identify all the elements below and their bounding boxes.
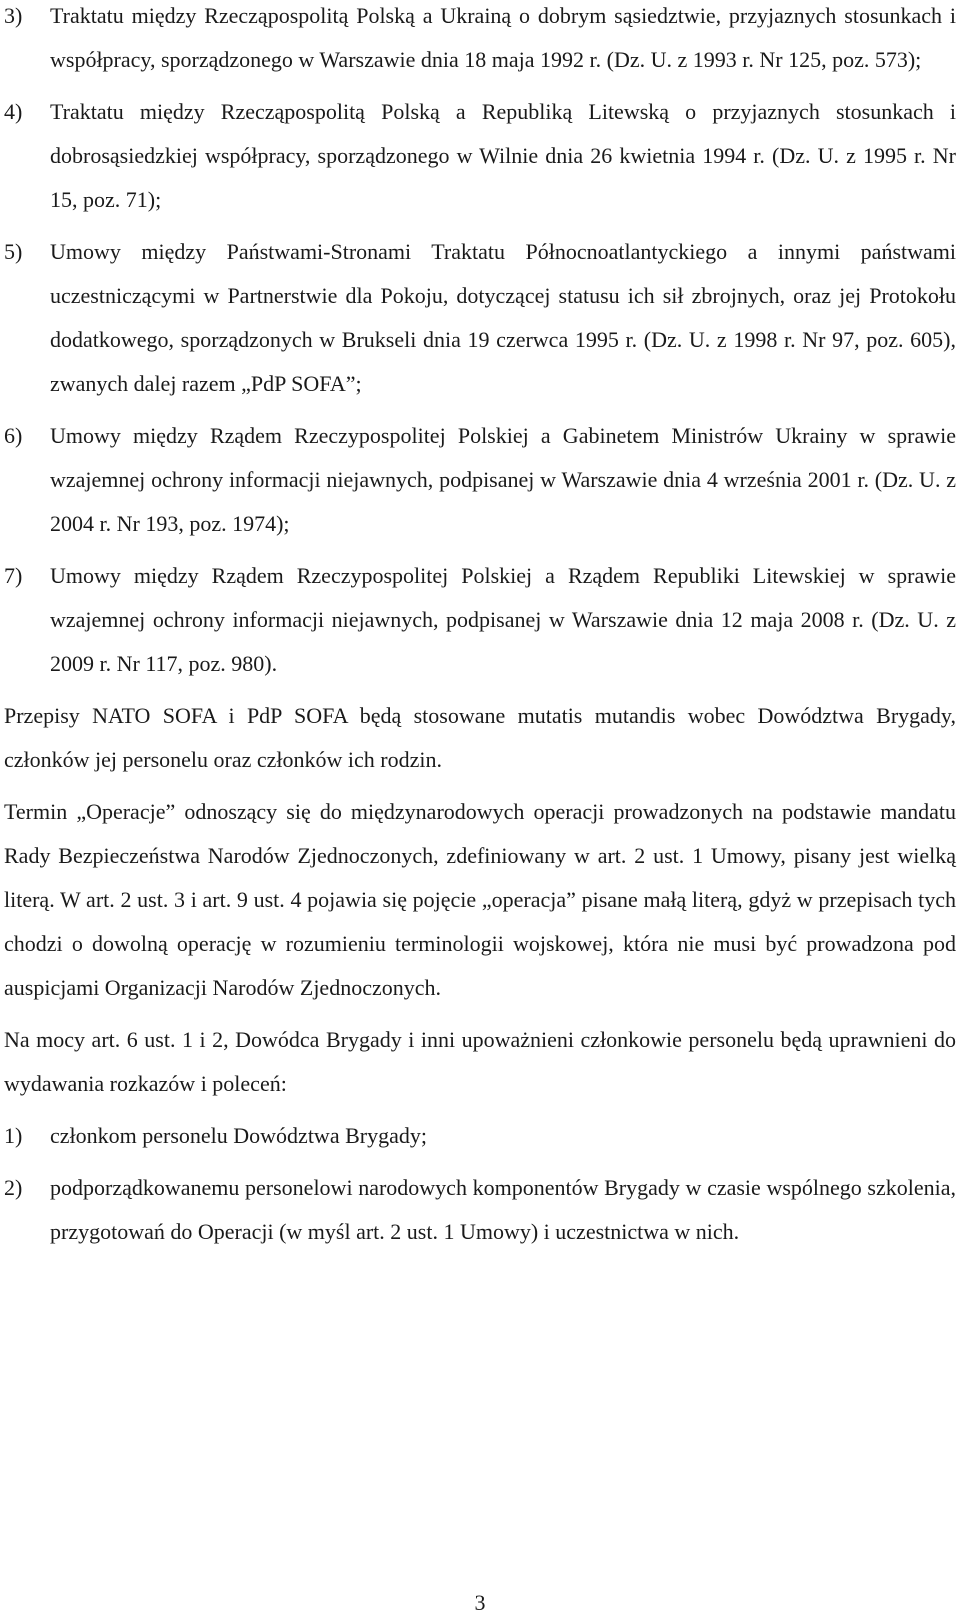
list-item-text: Umowy między Rządem Rzeczypospolitej Polskiej a Rządem Republiki Litewskiej w sprawie wzajemnej ochrony informacji niejawnych, podpisanej w Warszawie dnia 12 maja 2008 r. (Dz. U. z 2009 r. Nr 117, poz. 980). [50,563,956,676]
list-item-number: 2) [4,1175,23,1200]
list-item-text: członkom personelu Dowództwa Brygady; [50,1123,427,1148]
list-item-number: 6) [4,423,23,448]
list-item-number: 5) [4,239,23,264]
paragraph-commander: Na mocy art. 6 ust. 1 i 2, Dowódca Brygady i inni upoważnieni członkowie personelu będą uprawnieni do wydawania rozkazów i poleceń: [4,1027,956,1096]
list-item-7 [4,554,956,686]
list-item-b1 [4,1114,956,1158]
list-item-4 [4,90,956,222]
list-item-6 [4,414,956,546]
list-item-5 [4,230,956,406]
list-item-3 [4,0,956,82]
list-item-text: Umowy między Rządem Rzeczypospolitej Polskiej a Gabinetem Ministrów Ukrainy w sprawie wzajemnej ochrony informacji niejawnych, podpisanej w Warszawie dnia 4 września 2001 r. (Dz. U. z 2004 r. Nr 193, poz. 1974); [50,423,956,536]
list-item-text: Traktatu między Rzecząpospolitą Polską a Republiką Litewską o przyjaznych stosunkach i dobrosąsiedzkiej współpracy, sporządzonego w Wilnie dnia 26 kwietnia 1994 r. (Dz. U. z 1995 r. Nr 15, poz. 71); [50,99,956,212]
paragraph-operacje: Termin „Operacje” odnoszący się do międzynarodowych operacji prowadzonych na podstawie mandatu Rady Bezpieczeństwa Narodów Zjednoczonych, zdefiniowany w art. 2 ust. 1 Umowy, pisany jest wielką literą. W art. 2 ust. 3 i art. 9 ust. 4 pojawia się pojęcie „operacja” pisane małą literą, gdyż w przepisach tych chodzi o dowolną operację w rozumieniu terminologii wojskowej, która nie musi być prowadzona pod auspicjami Organizacji Narodów Zjednoczonych. [4,799,956,1000]
document-page [4,0,956,1262]
list-item-text: Umowy między Państwami-Stronami Traktatu Północnoatlantyckiego a innymi państwami uczestniczącymi w Partnerstwie dla Pokoju, dotyczącej statusu ich sił zbrojnych, oraz jej Protokołu dodatkowego, sporządzonych w Brukseli dnia 19 czerwca 1995 r. (Dz. U. z 1998 r. Nr 97, poz. 605), zwanych dalej razem „PdP SOFA”; [50,239,956,396]
list-item-number: 7) [4,563,23,588]
list-item-number: 4) [4,99,23,124]
list-item-number: 3) [4,3,23,28]
page-number: 3 [474,1590,486,1615]
list-item-text: podporządkowanemu personelowi narodowych komponentów Brygady w czasie wspólnego szkolenia, przygotowań do Operacji (w myśl art. 2 ust. 1 Umowy) i uczestnictwa w nich. [50,1175,956,1244]
paragraph-sofa: Przepisy NATO SOFA i PdP SOFA będą stosowane mutatis mutandis wobec Dowództwa Brygady, członków jej personelu oraz członków ich rodzin. [4,703,956,772]
list-item-b2 [4,1166,956,1254]
list-item-number: 1) [4,1123,23,1148]
list-item-text: Traktatu między Rzecząpospolitą Polską a Ukrainą o dobrym sąsiedztwie, przyjaznych stosunkach i współpracy, sporządzonego w Warszawie dnia 18 maja 1992 r. (Dz. U. z 1993 r. Nr 125, poz. 573); [50,3,956,72]
